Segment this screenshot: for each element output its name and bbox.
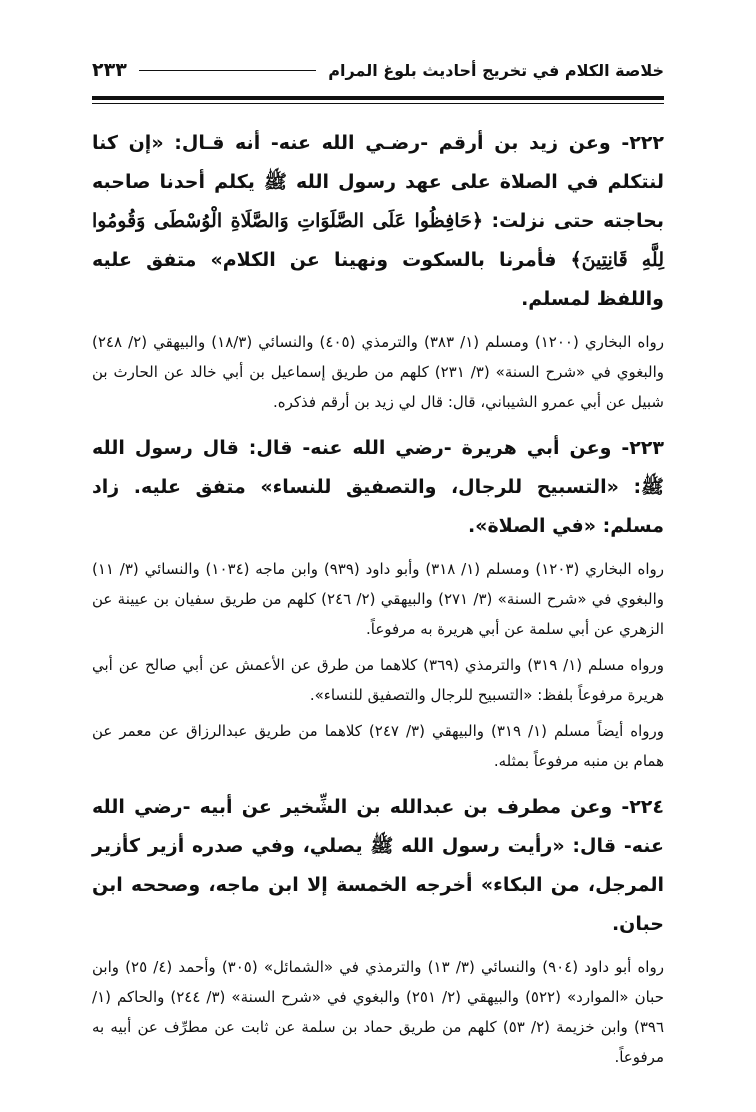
- hadith-224: [92, 788, 664, 944]
- hadith-223: [92, 429, 664, 546]
- hadith-222-text-part1: وعن زيد بن أرقم -رضـي الله عنه- أنه قـال: «إن كنا لنتكلم في الصلاة على عهد رسول الله ﷺ يكلم أحدنا صاحبه بحاجته حتى نزلت:: [92, 132, 664, 232]
- hadith-222-number: ٢٢٢-: [621, 132, 664, 154]
- hadith-222: [92, 124, 664, 319]
- hadith-224-takhrij: رواه أبو داود (٩٠٤) والنسائي (٣/ ١٣) والترمذي في «الشمائل» (٣٠٥) وأحمد (٤/ ٢٥) وابن حبان «الموارد» (٥٢٢) والبيهقي (٢/ ٢٥١) والبغوي في «شرح السنة» (٣/ ٢٤٤) والحاكم (١/ ٣٩٦) وابن خزيمة (٢/ ٥٣) كلهم من طريق حماد بن سلمة عن ثابت عن مطرِّف عن أبيه به مرفوعاً.: [92, 958, 665, 1066]
- header-rule-thick: [92, 96, 664, 100]
- hadith-223-takhrij-1: رواه البخاري (١٢٠٣) ومسلم (١/ ٣١٨) وأبو داود (٩٣٩) وابن ماجه (١٠٣٤) والنسائي (٣/ ١١) والبغوي في «شرح السنة» (٣/ ٢٧١) والبيهقي (٢/ ٢٤٦) كلهم من طريق سفيان بن عيينة عن الزهري عن أبي سلمة عن أبي هريرة به مرفوعاً.: [92, 560, 664, 638]
- running-header: [92, 50, 664, 90]
- header-rule-thin: [92, 103, 664, 104]
- hadith-224-text: وعن مطرف بن عبدالله بن الشِّخير عن أبيه -رضي الله عنه- قال: «رأيت رسول الله ﷺ يصلي، وفي صدره أزير كأزير المرجل، من البكاء» أخرجه الخمسة إلا ابن ماجه، وصححه ابن حبان.: [92, 796, 664, 935]
- header-divider: [139, 70, 317, 71]
- hadith-222-text-part2: فأمرنا بالسكوت ونهينا عن الكلام» متفق عليه واللفظ لمسلم.: [92, 249, 664, 310]
- running-header-title: خلاصة الكلام في تخريج أحاديث بلوغ المرام: [328, 60, 664, 80]
- hadith-223-takhrij-2: ورواه مسلم (١/ ٣١٩) والترمذي (٣٦٩) كلاهما من طرق عن الأعمش عن أبي صالح عن أبي هريرة مرفوعاً بلفظ: «التسبيح للرجال والتصفيق للنساء».: [92, 656, 664, 704]
- hadith-224-number: ٢٢٤-: [621, 796, 664, 818]
- hadith-223-number: ٢٢٣-: [621, 437, 664, 459]
- page-number: ٢٣٣: [92, 59, 127, 81]
- hadith-222-takhrij: رواه البخاري (١٢٠٠) ومسلم (١/ ٣٨٣) والترمذي (٤٠٥) والنسائي (١٨/٣) والبيهقي (٢/ ٢٤٨) والبغوي في «شرح السنة» (٣/ ٢٣١) كلهم من طريق إسماعيل بن أبي خالد عن الحارث بن شبيل عن أبي عمرو الشيباني، قال: قال لي زيد بن أرقم فذكره.: [92, 333, 665, 411]
- page-content: [92, 112, 664, 1078]
- hadith-223-text: وعن أبي هريرة -رضي الله عنه- قال: قال رسول الله ﷺ: «التسبيح للرجال، والتصفيق للنساء» متفق عليه. زاد مسلم: «في الصلاة».: [92, 437, 664, 537]
- hadith-222-quran-verse: ﴿حَافِظُوا عَلَى الصَّلَوَاتِ وَالصَّلَاةِ الْوُسْطَى وَقُومُوا لِلَّهِ قَانِتِينَ﴾: [92, 210, 664, 271]
- hadith-223-takhrij-3: ورواه أيضاً مسلم (١/ ٣١٩) والبيهقي (٣/ ٢٤٧) كلاهما من طريق عبدالرزاق عن معمر عن همام بن منبه مرفوعاً بمثله.: [92, 722, 665, 770]
